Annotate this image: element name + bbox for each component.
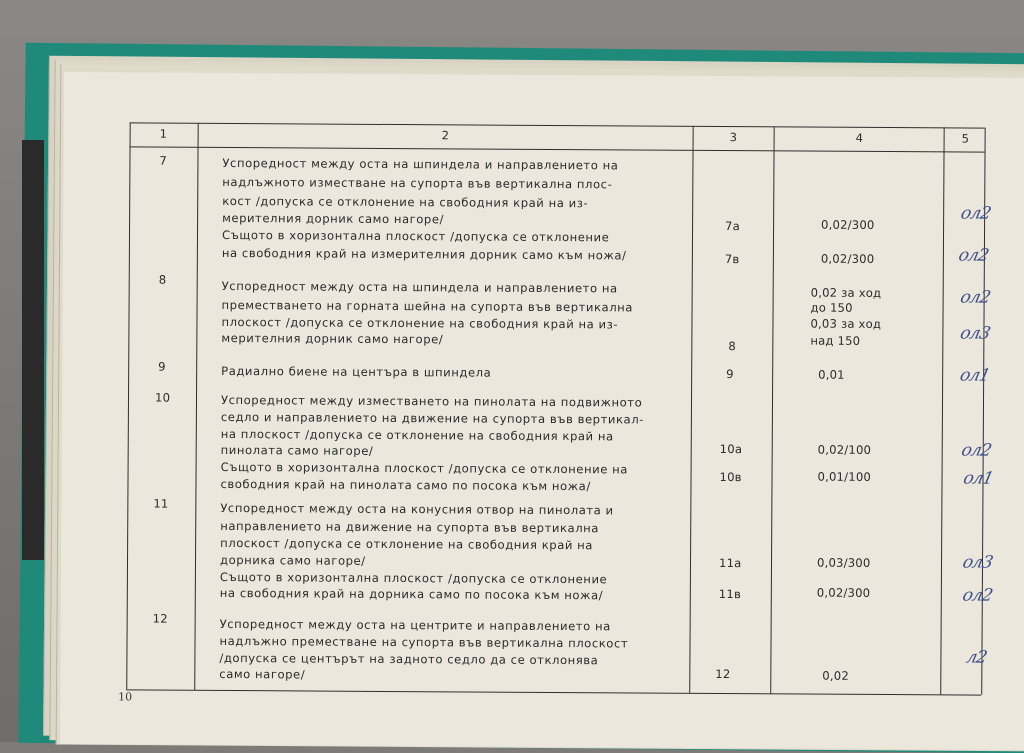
description-line: свободния край на пинолата само по посока към ножа/: [220, 476, 591, 494]
row-number: 10: [154, 390, 171, 405]
handwritten-mark: ол2: [959, 440, 993, 461]
check-code: 8: [728, 339, 736, 354]
description-line: кост /допуска се отклонение на свободния край на из-: [222, 193, 589, 211]
document-page: [60, 72, 1024, 750]
description-line: на плоскост /допуска се отклонение на свободния край на: [220, 426, 614, 444]
description-line: Същото в хоризонтална плоскост /допуска се отклонение: [219, 569, 608, 587]
column-header: 3: [729, 130, 737, 145]
table-border-top: [130, 122, 985, 128]
handwritten-mark: ол1: [957, 365, 992, 386]
check-code: 11а: [718, 556, 742, 571]
table-header-rule: [130, 146, 985, 152]
description-line: на свободния край на дорника само по посока към ножа/: [219, 585, 604, 603]
handwritten-mark: ол3: [958, 323, 992, 344]
description-line: Същото в хоризонтална плоскост /допуска се отклонение: [221, 227, 610, 245]
tolerance-value: 0,01/100: [817, 469, 872, 484]
handwritten-mark: ол2: [958, 287, 992, 308]
column-header: 1: [159, 126, 167, 141]
description-line: Успоредност между оста на центрите и направлението на: [219, 616, 611, 634]
tolerance-value: 0,02/300: [816, 585, 871, 600]
check-code: 11в: [718, 587, 742, 602]
tolerance-value: 0,02/300: [820, 251, 875, 266]
description-line: на свободния край на измерителния дорник само към ножа/: [221, 245, 627, 263]
description-line: мерителния дорник само нагоре/: [221, 330, 444, 347]
description-line: само нагоре/: [219, 666, 306, 682]
tolerance-value: 0,02/100: [817, 442, 872, 457]
row-number: 9: [158, 359, 166, 374]
tolerance-value: 0,02: [822, 668, 849, 683]
row-number: 12: [152, 611, 168, 626]
table-border-left: [126, 122, 130, 689]
inspection-table: [126, 122, 995, 694]
handwritten-mark: ол2: [956, 245, 990, 266]
description-line: седло и направлението на движение на супорта във вертикал-: [220, 409, 644, 427]
description-line: направлението на движение на супорта във вертикална: [220, 518, 600, 536]
handwritten-mark: ол1: [961, 468, 995, 489]
description-line: Успоредност между оста на шпиндела и направлението на: [221, 278, 618, 296]
description-line: Същото в хоризонтална плоскост /допуска се отклонение на: [220, 459, 628, 477]
description-line: дорника само нагоре/: [219, 552, 366, 568]
page-number: 10: [118, 690, 133, 704]
description-line: плоскост /допуска се отклонение на свободния край на: [220, 535, 594, 553]
tolerance-value: 0,03 за ход: [810, 316, 882, 331]
tolerance-value: 0,02 за ход: [810, 285, 882, 300]
handwritten-mark: ол3: [960, 552, 995, 573]
description-line: Успоредност между оста на шпиндела и направлението на: [222, 155, 619, 173]
handwritten-mark: ол2: [958, 203, 993, 224]
row-number: 7: [159, 153, 168, 168]
description-line: плоскост /допуска се отклонение на свободния край на из-: [221, 314, 619, 332]
book-spine: [22, 140, 44, 560]
description-line: надлъжно преместване на супорта във вертикална плоскост: [219, 633, 629, 651]
description-line: /допуска се центърът на задното седло да се отклонява: [219, 650, 599, 668]
tolerance-value: 0,01: [818, 367, 845, 382]
check-code: 10а: [719, 442, 743, 457]
description-line: преместването на горната шейна на супорта във вертикална: [221, 297, 634, 315]
description-line: надлъжното изместване на супорта във вертикална плос-: [222, 174, 613, 192]
column-header: 5: [961, 131, 969, 146]
tolerance-value: над 150: [810, 333, 861, 348]
description-line: Успоредност между изместването на пинолата на подвижното: [220, 392, 643, 410]
row-number: 11: [153, 496, 169, 511]
check-code: 10в: [719, 470, 742, 485]
column-divider: [194, 123, 198, 690]
description-line: мерителния дорник само нагоре/: [222, 210, 445, 227]
column-header: 4: [855, 130, 863, 145]
description-line: Радиално биене на центъра в шпиндела: [221, 363, 492, 380]
tolerance-value: 0,02/300: [821, 217, 875, 232]
check-code: 12: [715, 666, 731, 682]
tolerance-value: до 150: [810, 300, 853, 315]
column-header: 2: [441, 128, 449, 143]
description-line: пинолата само нагоре/: [220, 442, 374, 458]
column-divider: [770, 126, 774, 693]
handwritten-mark: л2: [964, 647, 989, 668]
check-code: 7а: [725, 219, 741, 234]
tolerance-value: 0,03/300: [816, 555, 871, 570]
column-divider: [940, 127, 944, 694]
table-border-bottom: [126, 689, 981, 695]
column-divider: [689, 126, 693, 693]
check-code: 7в: [724, 252, 740, 267]
check-code: 9: [726, 367, 734, 382]
row-number: 8: [158, 272, 167, 287]
description-line: Успоредност между оста на конусния отвор на пинолата и: [220, 500, 614, 518]
handwritten-mark: ол2: [960, 585, 994, 606]
